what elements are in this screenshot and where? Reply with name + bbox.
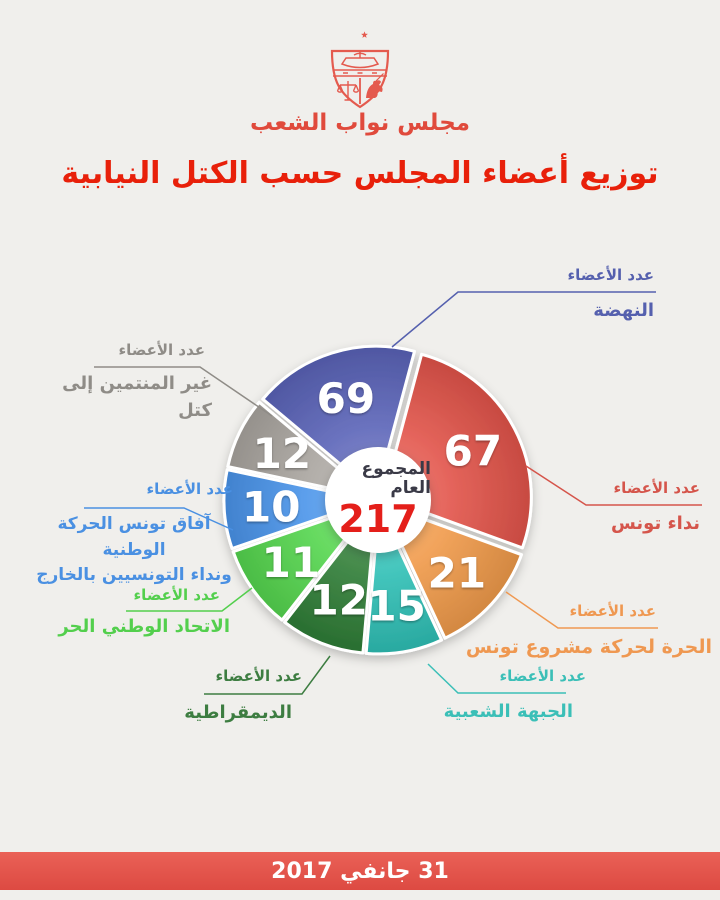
members-count-label-popular-front: عدد الأعضاء: [499, 667, 586, 685]
bloc-name-al-horra: الحرة لحركة مشروع تونس: [465, 636, 712, 658]
bloc-name-ennahda: النهضة: [593, 300, 654, 321]
bloc-name-nidaa-tounes: نداء تونس: [610, 513, 700, 534]
total-label: المجموع العام: [361, 458, 431, 498]
bloc-name-afek-tounes: آفاق تونس الحركة الوطنية ونداء التونسيين بالخارج: [36, 514, 232, 585]
total-badge: [325, 447, 431, 553]
members-count-label-independents: عدد الأعضاء: [118, 341, 205, 359]
segment-value-nidaa-tounes: 67: [443, 426, 503, 476]
bloc-name-popular-front: الجبهة الشعبية: [443, 701, 573, 722]
total-value: 217: [338, 497, 418, 542]
segment-value-popular-front: 15: [367, 581, 426, 631]
members-count-label-ennahda: عدد الأعضاء: [567, 266, 654, 284]
segment-value-afek-tounes: 10: [241, 482, 301, 532]
segment-value-independents: 12: [252, 429, 312, 479]
segment-value-democratic-bloc: 12: [309, 575, 369, 625]
segment-value-ennahda: 69: [316, 373, 376, 423]
members-count-label-al-horra: عدد الأعضاء: [569, 602, 656, 620]
bloc-name-independents: غير المنتمين إلى كتل: [62, 373, 212, 421]
segment-value-free-patriotic-union: 11: [261, 538, 321, 588]
members-count-label-free-patriotic-union: عدد الأعضاء: [133, 586, 220, 604]
date-banner: [0, 852, 720, 890]
members-count-label-nidaa-tounes: عدد الأعضاء: [613, 479, 700, 497]
segment-value-al-horra: 21: [427, 548, 487, 598]
members-count-label-afek-tounes: عدد الأعضاء: [146, 480, 233, 498]
org-name: مجلس نواب الشعب: [249, 110, 471, 136]
members-count-label-democratic-bloc: عدد الأعضاء: [215, 667, 302, 685]
page-title: توزيع أعضاء المجلس حسب الكتل النيابية: [61, 156, 659, 191]
date-text: 31 جانفي 2017: [271, 858, 449, 884]
bloc-name-free-patriotic-union: الاتحاد الوطني الحر: [58, 616, 230, 637]
bloc-name-democratic-bloc: الديمقراطية: [184, 702, 292, 723]
